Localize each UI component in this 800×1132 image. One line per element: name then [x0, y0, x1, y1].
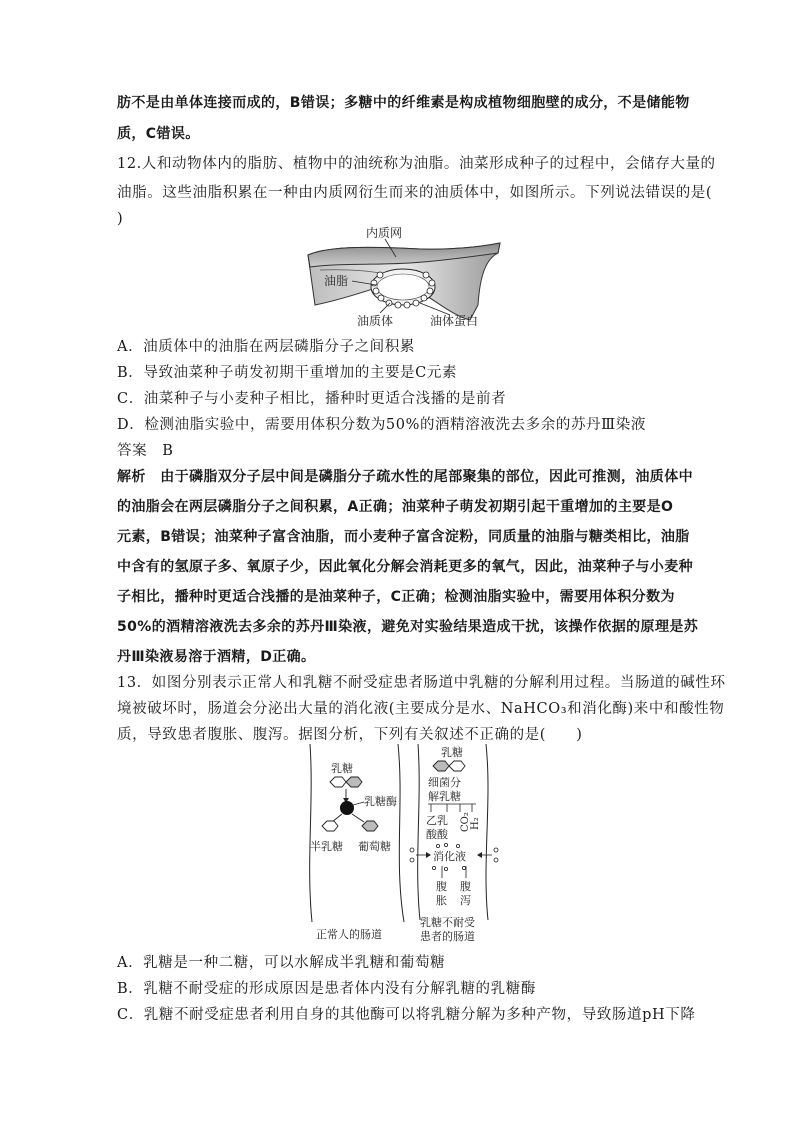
- enzyme-dot: [340, 801, 354, 815]
- prev-analysis-line-2: 质，C错误。: [117, 126, 200, 142]
- q12-analysis-line-3: 元素，B错误；油菜种子富含油脂，而小麦种子富含淀粉，同质量的油脂与糖类相比，油脂: [117, 529, 690, 545]
- q12-option-b: B．导致油菜种子萌发初期干重增加的主要是C元素: [117, 365, 458, 381]
- q13-option-b: B．乳糖不耐受症的形成原因是患者体内没有分解乳糖的乳糖酶: [117, 981, 536, 997]
- left-lactose-label: 乳糖: [331, 762, 353, 775]
- label-er: 内质网: [366, 226, 403, 240]
- co2-label: CO₂: [460, 812, 471, 832]
- glucose-molecule: [362, 821, 378, 831]
- diarrhea-label-2: 泻: [460, 894, 471, 907]
- digestive-label: 消化液: [433, 850, 466, 863]
- q12-analysis-line-1: 解析 由于磷脂双分子层中间是磷脂分子疏水性的尾部聚集的部位，因此可推测，油质体中: [117, 469, 693, 485]
- lactic-label-1: 乙乳: [426, 814, 448, 827]
- q13-option-c: C．乳糖不耐受症患者利用自身的其他酶可以将乳糖分解为多种产物，导致肠道pH下降: [117, 1007, 696, 1023]
- q12-option-c: C．油菜种子与小麦种子相比，播种时更适合浅播的是前者: [117, 391, 507, 407]
- q12-analysis-line-7: 丹Ⅲ染液易溶于酒精，D正确。: [117, 649, 316, 665]
- q12-analysis-line-2: 的油脂会在两层磷脂分子之间积累，A正确；油菜种子萌发初期引起干重增加的主要是O: [117, 499, 674, 515]
- q12-analysis-line-5: 子相比，播种时更适合浅播的是油菜种子，C正确；检测油脂实验中，需要用体积分数为: [117, 589, 675, 605]
- oil-body-figure: [300, 225, 510, 335]
- galactose-label: 半乳糖: [310, 840, 343, 853]
- q12-option-d: D．检测油脂实验中，需要用体积分数为50%的酒精溶液洗去多余的苏丹Ⅲ染液: [117, 417, 646, 433]
- glucose-label: 葡萄糖: [358, 840, 391, 853]
- label-oil-protein: 油体蛋白: [430, 314, 479, 328]
- bloat-label-2: 胀: [436, 894, 447, 907]
- q12-stem-line-3: ): [117, 211, 124, 227]
- q12-stem-line-2: 油脂。这些油脂积累在一种由内质网衍生而来的油质体中，如图所示。下列说法错误的是(: [117, 185, 713, 201]
- galactose-molecule: [322, 821, 338, 831]
- diarrhea-label-1: 腹: [460, 880, 471, 893]
- enzyme-label: 乳糖酶: [364, 795, 397, 808]
- q13-stem-line-3: 质，导致患者腹胀、腹泻。据图分析，下列有关叙述不正确的是( ): [117, 727, 583, 743]
- q13-stem-line-1: 13．如图分别表示正常人和乳糖不耐受症患者肠道中乳糖的分解利用过程。当肠道的碱性环: [117, 675, 726, 691]
- lactic-label-2: 酸酸: [426, 828, 448, 841]
- q13-option-a: A．乳糖是一种二糖，可以水解成半乳糖和葡萄糖: [117, 955, 446, 971]
- q12-option-a: A．油质体中的油脂在两层磷脂分子之间积累: [117, 339, 415, 355]
- left-caption: 正常人的肠道: [316, 928, 382, 941]
- label-oil-body: 油质体: [357, 314, 394, 328]
- right-caption-2: 患者的肠道: [420, 930, 475, 943]
- q12-analysis-line-6: 50%的酒精溶液洗去多余的苏丹Ⅲ染液，避免对实验结果造成干扰，该操作依据的原理是苏: [117, 619, 699, 635]
- left-lactose-molecule: [330, 777, 362, 787]
- q12-answer: 答案 B: [117, 443, 174, 459]
- q12-stem-line-1: 12.人和动物体内的脂肪、植物中的油统称为油脂。油菜形成种子的过程中，会储存大量的: [117, 156, 716, 172]
- intestine-figure: [300, 742, 520, 947]
- h2-label: H₂: [470, 817, 481, 830]
- bacteria-label-1: 细菌分: [428, 776, 461, 789]
- label-oil: 油脂: [324, 274, 349, 288]
- bloat-label-1: 腹: [436, 880, 447, 893]
- right-lactose-label: 乳糖: [441, 746, 463, 759]
- right-caption-1: 乳糖不耐受: [420, 916, 475, 929]
- q13-stem-line-2: 境被破坏时，肠道会分泌出大量的消化液(主要成分是水、NaHCO₃和消化酶)来中和酸性物: [117, 701, 725, 717]
- prev-analysis-line-1: 肪不是由单体连接而成的，B错误；多糖中的纤维素是构成植物细胞壁的成分，不是储能物: [117, 95, 690, 111]
- bacteria-label-2: 解乳糖: [428, 790, 461, 803]
- right-lactose-molecule: [433, 761, 465, 771]
- q12-analysis-line-4: 中含有的氢原子多、氧原子少，因此氧化分解会消耗更多的氧气，因此，油菜种子与小麦种: [117, 559, 693, 575]
